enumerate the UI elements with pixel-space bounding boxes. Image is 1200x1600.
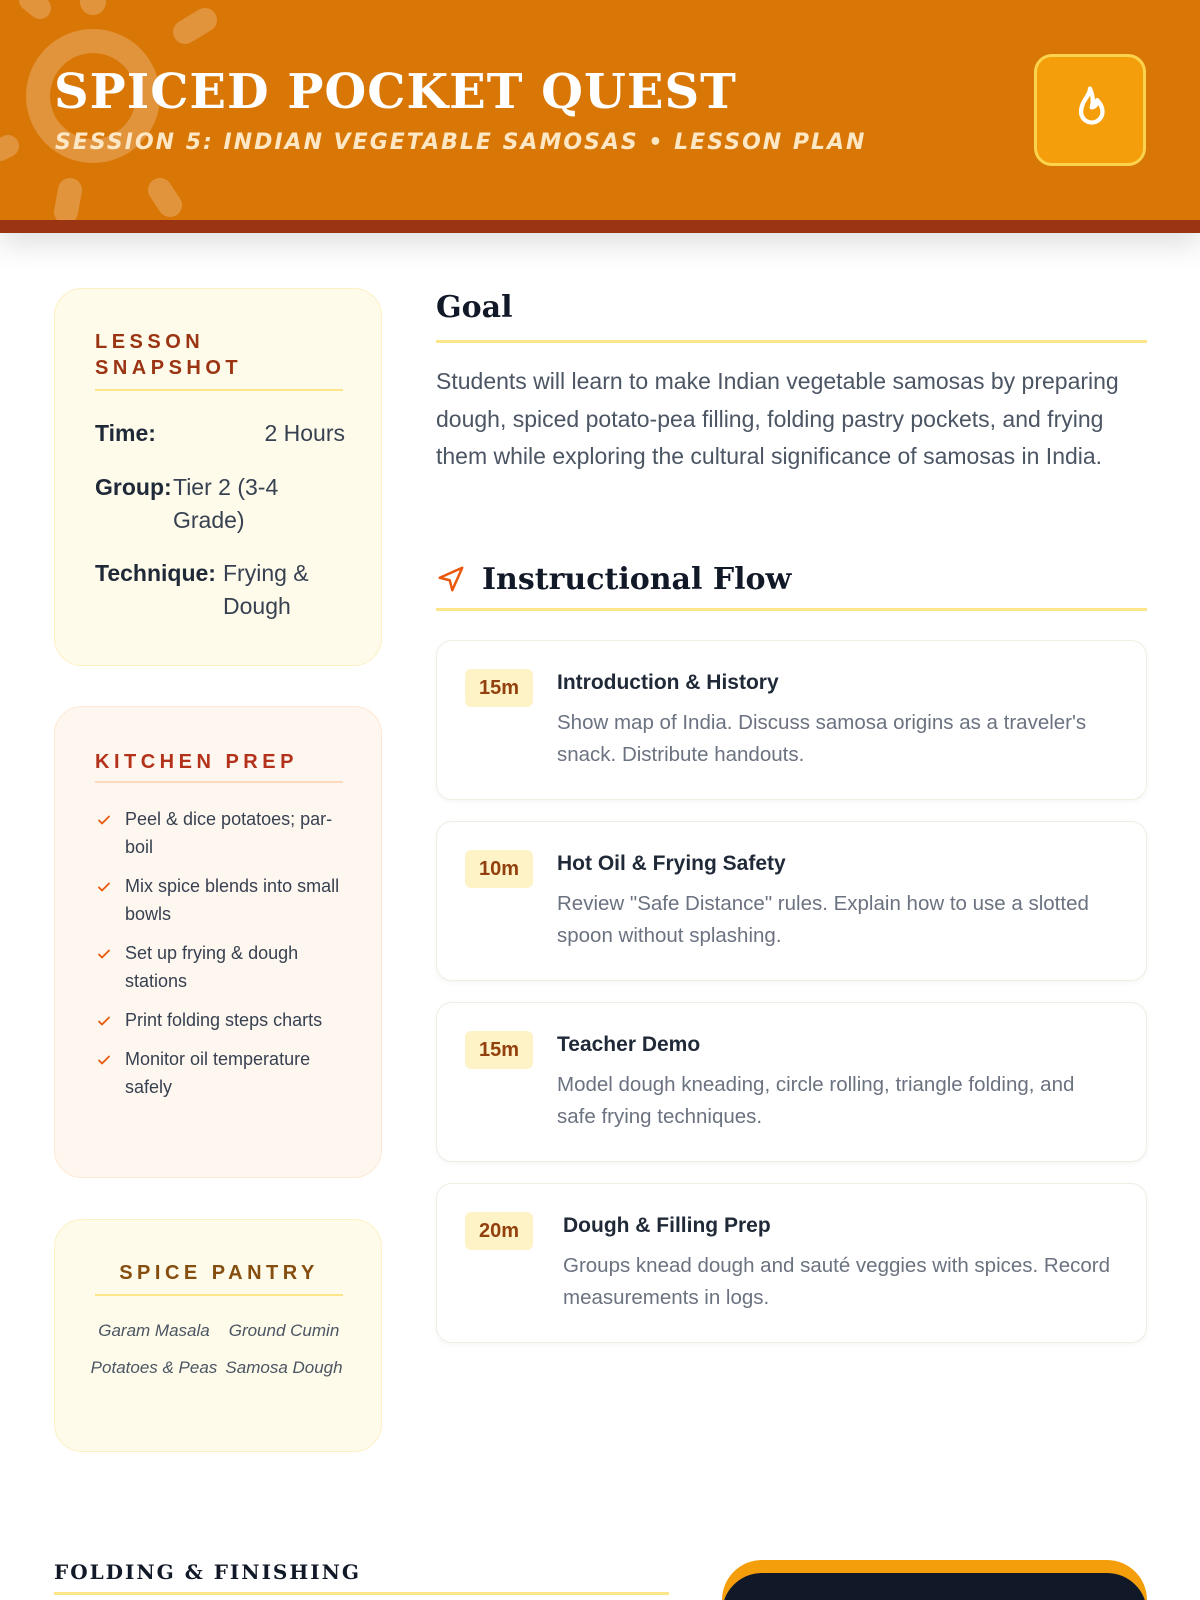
duration-badge: 10m	[465, 850, 533, 888]
kitchen-prep-title: KITCHEN PREP	[95, 751, 298, 773]
duration-badge: 15m	[465, 669, 533, 707]
flame-icon	[1068, 85, 1112, 135]
step-description: Model dough kneading, circle rolling, triangle folding, and safe frying techniques.	[557, 1073, 1075, 1128]
page-subtitle: SESSION 5: INDIAN VEGETABLE SAMOSAS • LESSON PLAN	[55, 130, 867, 155]
check-icon	[97, 1053, 111, 1067]
duration-badge: 15m	[465, 1031, 533, 1069]
snapshot-row-group	[95, 471, 345, 537]
check-icon	[97, 880, 111, 894]
instructional-flow-heading: Instructional Flow	[482, 562, 792, 597]
list-item-label: Peel & dice potatoes; par-boil	[125, 809, 333, 857]
snapshot-label: Time:	[95, 420, 156, 446]
step-title: Dough & Filling Prep	[563, 1214, 771, 1237]
flame-button[interactable]	[1034, 54, 1146, 166]
list-item	[95, 1045, 345, 1101]
step-title: Hot Oil & Frying Safety	[557, 852, 786, 875]
step-description: Show map of India. Discuss samosa origins as a traveler's snack. Distribute handouts.	[557, 711, 1087, 766]
spice-pantry-title: SPICE PANTRY	[119, 1262, 319, 1284]
divider	[436, 340, 1147, 343]
step-description: Review "Safe Distance" rules. Explain how to use a slotted spoon without splashing.	[557, 892, 1089, 947]
page-header	[0, 0, 1200, 233]
pantry-item: Garam Masala	[98, 1321, 210, 1340]
send-icon	[436, 564, 466, 594]
dark-card-body	[722, 1573, 1147, 1600]
snapshot-label: Technique:	[95, 560, 216, 586]
flow-step	[436, 1002, 1147, 1162]
snapshot-value: Tier 2 (3-4 Grade)	[173, 474, 279, 533]
list-item	[95, 939, 345, 995]
flow-step	[436, 821, 1147, 981]
step-title: Introduction & History	[557, 671, 779, 694]
page-title: SPICED POCKET QUEST	[54, 64, 737, 120]
list-item-label: Print folding steps charts	[125, 1010, 323, 1030]
divider	[95, 1294, 343, 1296]
check-icon	[97, 813, 111, 827]
spice-pantry-card	[54, 1219, 382, 1452]
snapshot-label: Group:	[95, 474, 172, 500]
lesson-snapshot-title: LESSON SNAPSHOT	[95, 331, 243, 379]
list-item	[95, 872, 345, 928]
list-item-label: Monitor oil temperature safely	[125, 1049, 311, 1097]
divider	[436, 608, 1147, 611]
snapshot-row-technique	[95, 557, 345, 623]
divider	[95, 389, 343, 391]
check-icon	[97, 1014, 111, 1028]
snapshot-value: 2 Hours	[264, 420, 345, 446]
goal-heading: Goal	[436, 290, 513, 325]
divider	[54, 1592, 669, 1595]
lesson-snapshot-card	[54, 288, 382, 666]
list-item	[95, 805, 345, 861]
goal-text: Students will learn to make Indian vegetable samosas by preparing dough, spiced potato-pea filling, folding pastry pockets, and frying them while exploring the cultural significance of samosas in India.	[436, 368, 1119, 469]
duration-badge: 20m	[465, 1212, 533, 1250]
kitchen-prep-card	[54, 706, 382, 1178]
folding-finishing-heading: FOLDING & FINISHING	[54, 1560, 361, 1584]
flow-step	[436, 640, 1147, 800]
list-item	[95, 1006, 345, 1034]
divider	[95, 781, 343, 783]
check-icon	[97, 947, 111, 961]
step-title: Teacher Demo	[557, 1033, 701, 1056]
list-item-label: Mix spice blends into small bowls	[125, 876, 340, 924]
spice-pantry-grid	[89, 1318, 349, 1380]
snapshot-row-time	[95, 417, 345, 450]
list-item-label: Set up frying & dough stations	[125, 943, 299, 991]
dark-card	[722, 1560, 1147, 1600]
pantry-item: Ground Cumin	[228, 1321, 340, 1340]
flow-step	[436, 1183, 1147, 1343]
pantry-item: Samosa Dough	[225, 1358, 343, 1377]
step-description: Groups knead dough and sauté veggies with spices. Record measurements in logs.	[563, 1254, 1111, 1309]
pantry-item: Potatoes & Peas	[90, 1358, 218, 1377]
kitchen-prep-list	[95, 805, 345, 1112]
snapshot-value: Frying & Dough	[223, 560, 309, 619]
